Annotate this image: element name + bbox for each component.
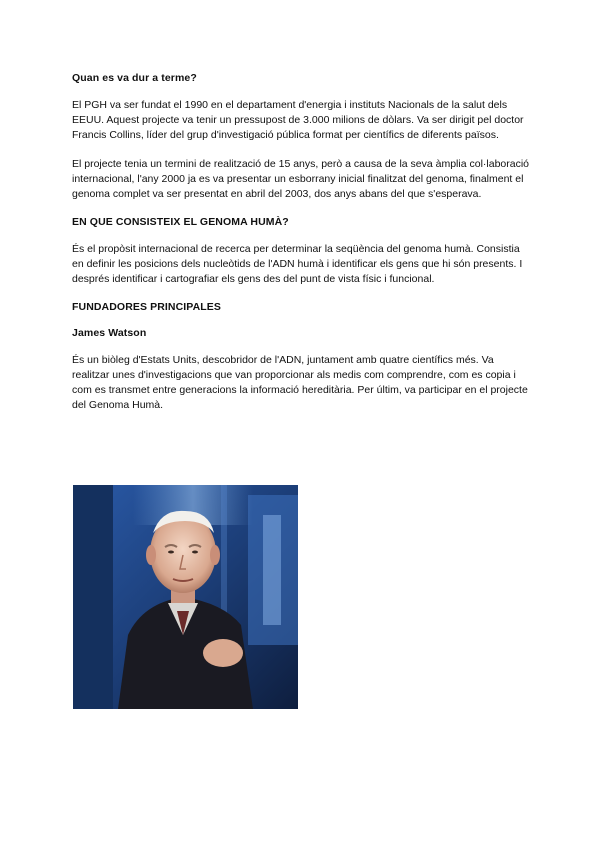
- paragraph-founding: El PGH va ser fundat el 1990 en el departament d'energia i instituts Nacionals de la salut dels EEUU. Aquest projecte va tenir un pressupost de 3.000 milions de dòlars. Va ser dirigit pel doctor Francis Collins, líder del grup d'investigació pública format per científics de diferents països.: [72, 99, 524, 141]
- portrait-photo: [73, 485, 298, 709]
- section-heading-founders: FUNDADORES PRINCIPALES: [72, 301, 222, 313]
- section-heading-genome: EN QUE CONSISTEIX EL GENOMA HUMÀ?: [72, 216, 289, 228]
- founder-name-heading: James Watson: [72, 327, 147, 339]
- paragraph-genome-definition: És el propòsit internacional de recerca per determinar la seqüència del genoma humà. Consistia en definir les posicions dels nucleòtids de l'ADN humà i identificar els gens que hi són presents. I després identificar i cartografiar els gens des del punt de vista físic i funcional.: [72, 243, 523, 285]
- section-heading-when: Quan es va dur a terme?: [72, 72, 197, 84]
- document-page: [72, 72, 532, 427]
- paragraph-watson-bio: És un biòleg d'Estats Units, descobridor de l'ADN, juntament amb quatre científics més. Va realitzar unes d'investigacions que van proporcionar als medis com comprendre, com es copia i com es transmet entre generacions la informació hereditària. Per últim, va participar en el projecte del Genoma Humà.: [72, 354, 528, 411]
- paragraph-timeline: El projecte tenia un termini de realització de 15 anys, però a causa de la seva àmplia col·laboració internacional, l'any 2000 ja es va presentar un esborrany inicial finalitzat del genoma, finalment el genoma complet va ser presentat en abril del 2003, dos anys abans del que s'esperava.: [72, 158, 530, 200]
